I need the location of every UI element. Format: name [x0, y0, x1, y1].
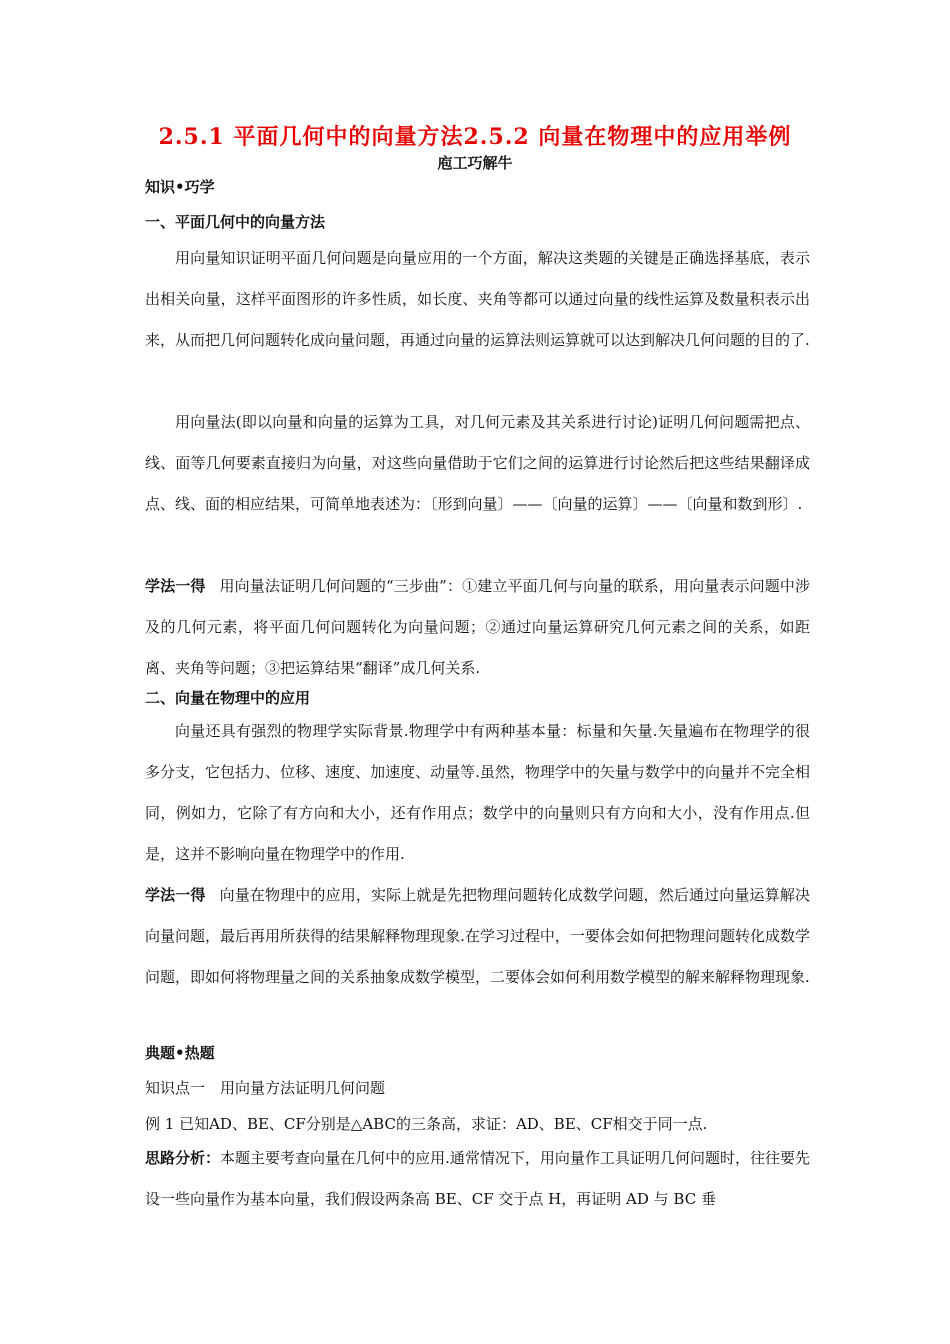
- knowledge-point-1: 知识点一 用向量方法证明几何问题: [145, 1079, 386, 1097]
- document-subtitle: 庖工巧解牛: [437, 154, 513, 172]
- paragraph-1: 用向量知识证明平面几何问题是向量应用的一个方面，解决这类题的关键是正确选择基底，表示出相关向量，这样平面图形的许多性质，如长度、夹角等都可以通过向量的线性运算及数量积表示出来，从而把几何问题转化成向量问题，再通过向量的运算法则运算就可以达到解决几何问题的目的了.: [145, 249, 810, 349]
- method-note-2: [145, 875, 810, 998]
- paragraph-2: 用向量法(即以向量和向量的运算为工具，对几何元素及其关系进行讨论)证明几何问题需把点、线、面等几何要素直接归为向量，对这些向量借助于它们之间的运算进行讨论然后把这些结果翻译成点、线、面的相应结果，可简单地表述为：〔形到向量〕——〔向量的运算〕——〔向量和数到形〕.: [145, 413, 810, 513]
- method-note-1-text: 用向量法证明几何问题的“三步曲”：①建立平面几何与向量的联系，用向量表示问题中涉及的几何元素，将平面几何问题转化为向量问题；②通过向量运算研究几何元素之间的关系，如距离、夹角等问题；③把运算结果“翻译”成几何关系.: [145, 577, 810, 677]
- paragraph-3: 向量还具有强烈的物理学实际背景.物理学中有两种基本量：标量和矢量.矢量遍布在物理学的很多分支，它包括力、位移、速度、加速度、动量等.虽然，物理学中的矢量与数学中的向量并不完全相同，例如力，它除了有方向和大小，还有作用点；数学中的向量则只有方向和大小，没有作用点.但是，这并不影响向量在物理学中的作用.: [145, 722, 810, 863]
- method-note-1-label: 学法一得: [145, 577, 206, 595]
- section-knowledge-heading: 知识•巧学: [145, 178, 215, 196]
- document-title: 2.5.1 平面几何中的向量方法2.5.2 向量在物理中的应用举例: [158, 124, 792, 150]
- method-note-1: [145, 566, 810, 689]
- method-note-2-label: 学法一得: [145, 886, 206, 904]
- analysis-paragraph: [145, 1138, 810, 1220]
- method-note-2-text: 向量在物理中的应用，实际上就是先把物理问题转化成数学问题，然后通过向量运算解决向量问题，最后再用所获得的结果解释物理现象.在学习过程中，一要体会如何把物理问题转化成数学问题，即如何将物理量之间的关系抽象成数学模型，二要体会如何利用数学模型的解来解释物理现象.: [145, 886, 810, 986]
- heading-plane-geometry: 一、平面几何中的向量方法: [145, 213, 326, 231]
- analysis-text: 本题主要考查向量在几何中的应用.通常情况下，用向量作工具证明几何问题时，往往要先设一些向量作为基本向量，我们假设两条高 BE、CF 交于点 H，再证明 AD 与 BC 垂: [145, 1149, 810, 1208]
- heading-physics: 二、向量在物理中的应用: [145, 689, 311, 707]
- analysis-label: 思路分析：: [145, 1149, 221, 1167]
- example-1: 例 1 已知AD、BE、CF分别是△ABC的三条高，求证：AD、BE、CF相交于同一点.: [145, 1115, 708, 1133]
- section-examples-heading: 典题•热题: [145, 1044, 215, 1062]
